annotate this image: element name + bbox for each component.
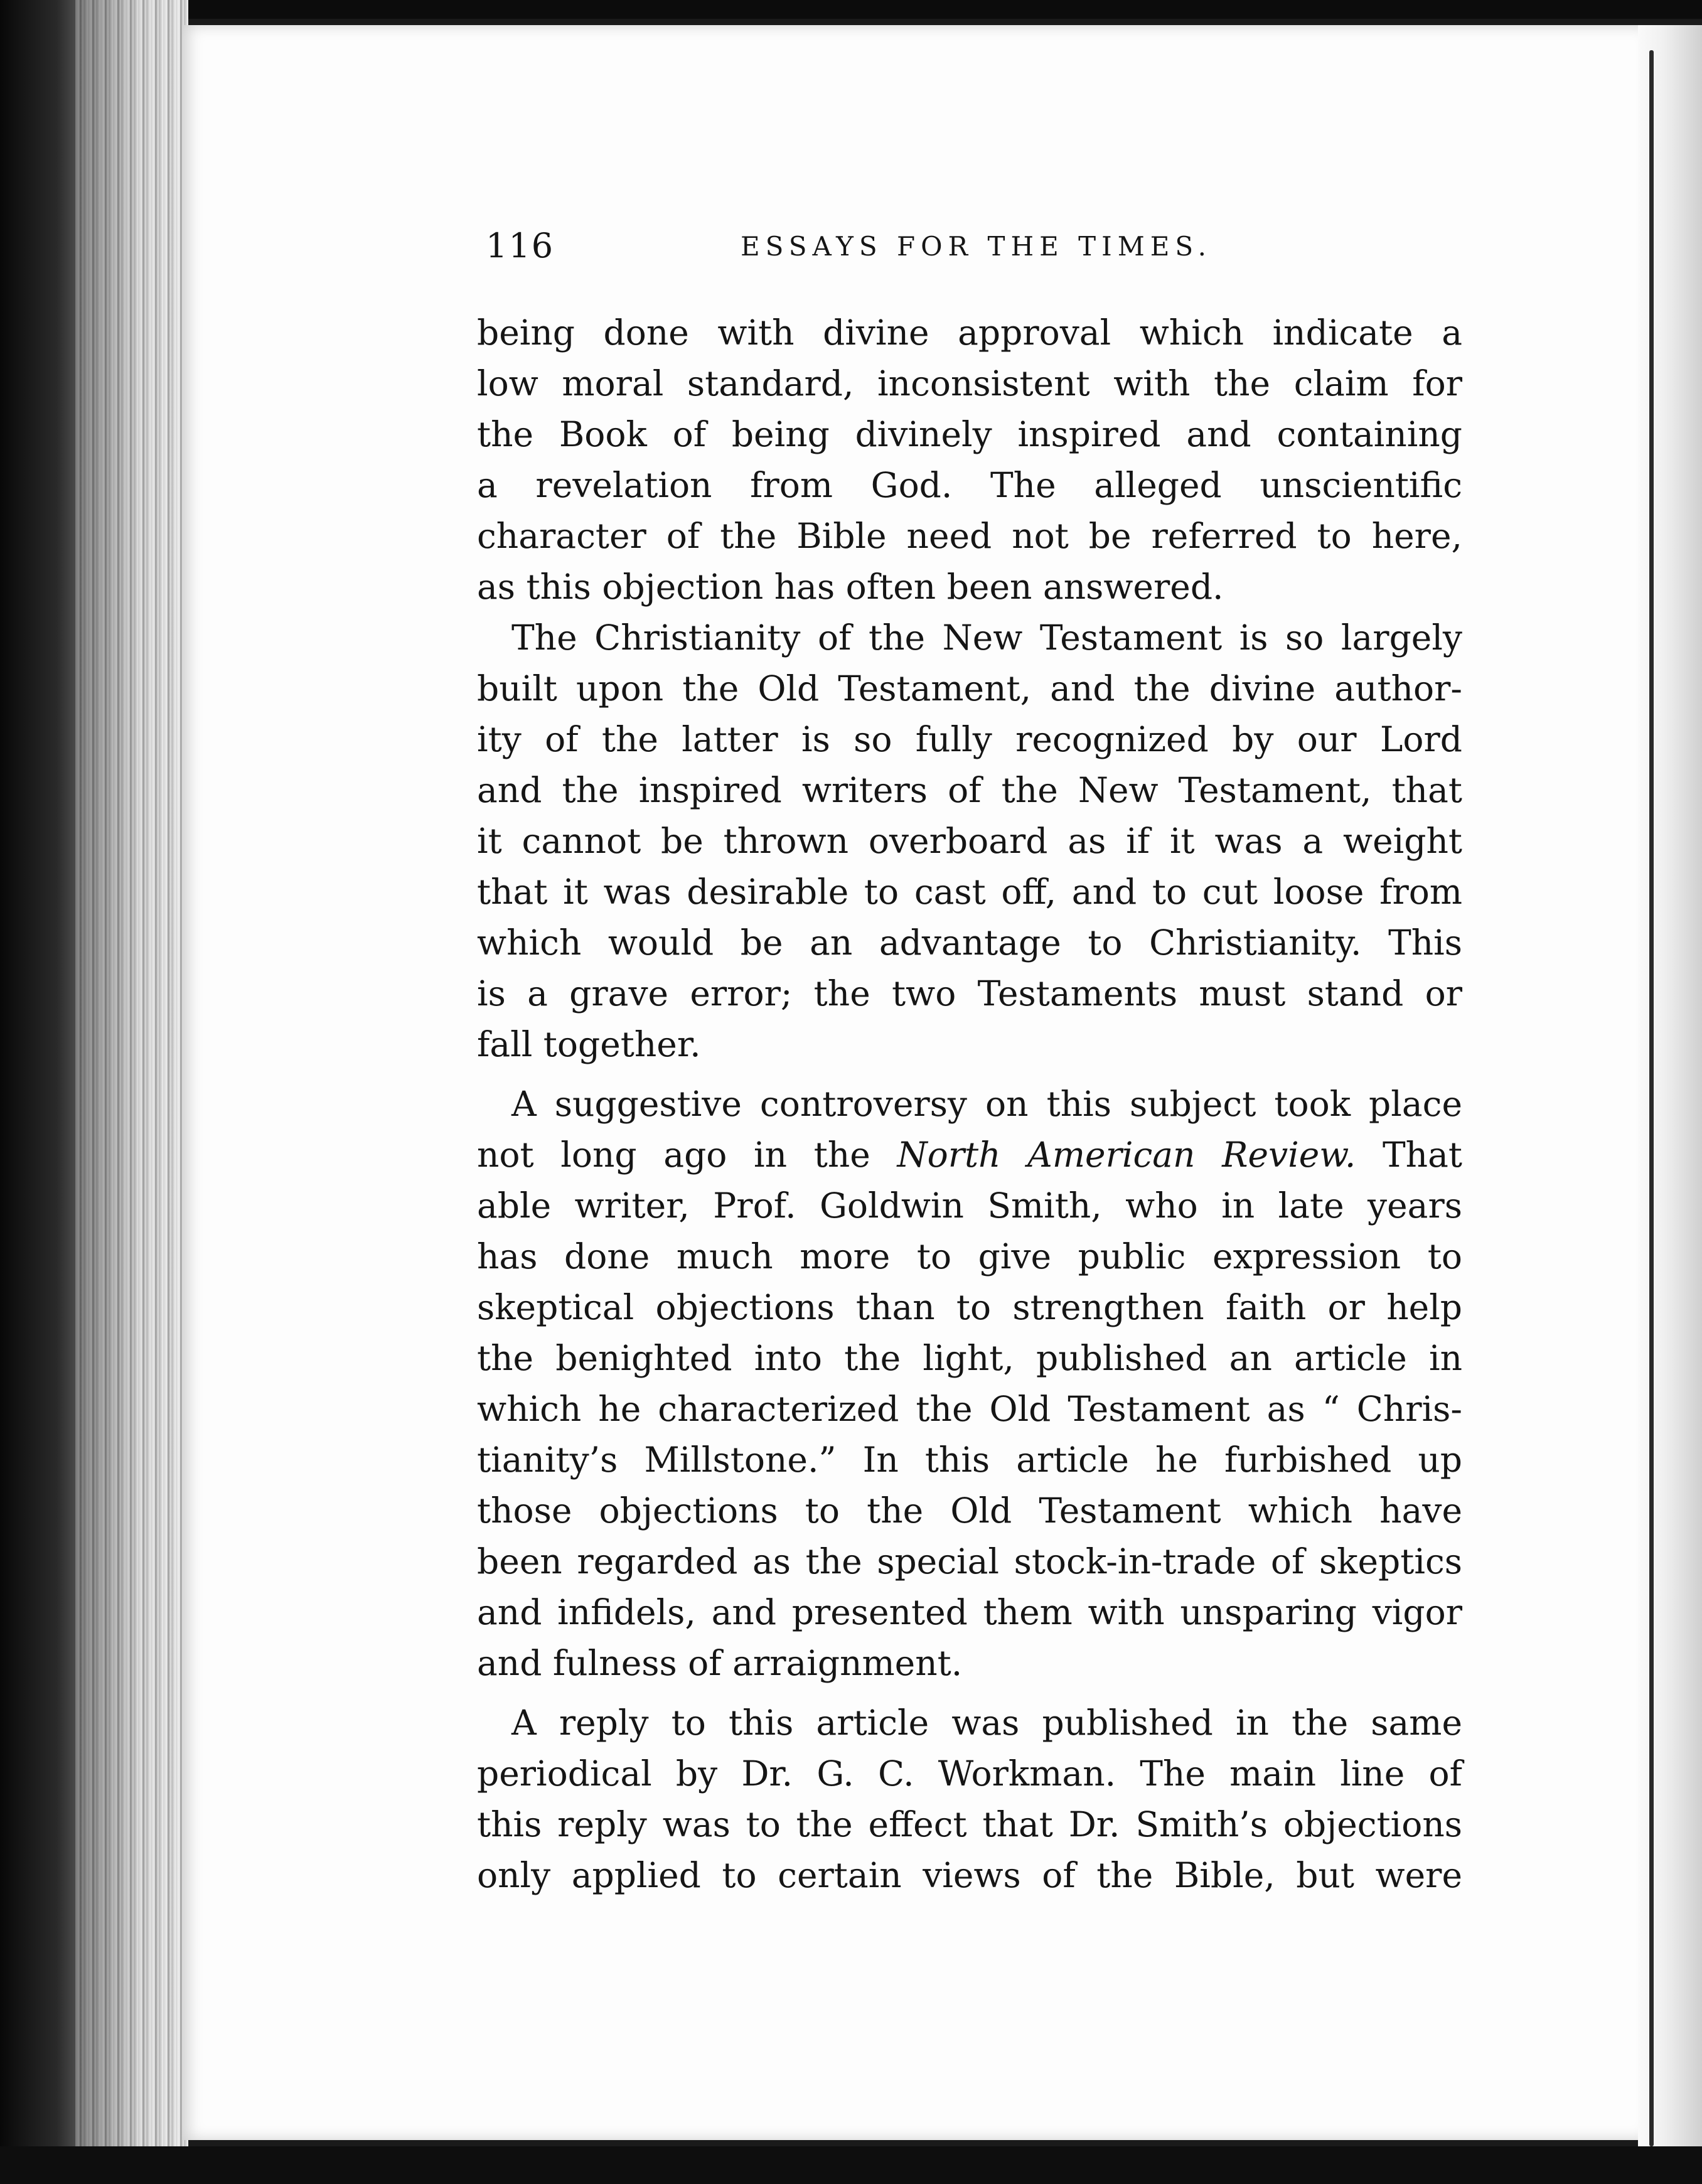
text-line: the Book of being divinely inspired and containing (477, 414, 1462, 454)
text-line: only applied to certain views of the Bible, but were (477, 1855, 1462, 1895)
running-head (477, 226, 1462, 264)
italic-title: North American Review. (897, 1135, 1356, 1175)
text-line: able writer, Prof. Goldwin Smith, who in late years (477, 1186, 1462, 1226)
text-line: The Christianity of the New Testament is so largely (511, 618, 1462, 658)
text-line: is a grave error; the two Testaments must stand or (477, 973, 1462, 1014)
text-run: That (1383, 1135, 1462, 1175)
running-title: ESSAYS FOR THE TIMES. (741, 231, 1212, 262)
scan-top-border (0, 0, 1702, 19)
text-line: and the inspired writers of the New Testament, that (477, 770, 1462, 810)
text-run: not long ago in the (477, 1135, 870, 1175)
text-line: this reply was to the effect that Dr. Smith’s objections (477, 1804, 1462, 1844)
paragraph-1 (477, 308, 1462, 613)
binding-line (1649, 50, 1654, 2146)
text-line: which he characterized the Old Testament as “ Chris- (477, 1389, 1462, 1429)
page-right-edge (1638, 25, 1702, 2146)
text-line: which would be an advantage to Christianity. This (477, 923, 1462, 963)
text-line: it cannot be thrown overboard as if it was a weight (477, 821, 1462, 861)
book-page-edges (75, 0, 188, 2146)
text-line (477, 1130, 1462, 1180)
paragraph-4 (477, 1698, 1462, 1901)
text-line: tianity’s Millstone.” In this article he furbished up (477, 1440, 1462, 1480)
text-line: that it was desirable to cast off, and to cut loose from (477, 872, 1462, 912)
text-line: A reply to this article was published in the same (511, 1703, 1462, 1743)
text-line: been regarded as the special stock-in-trade of skeptics (477, 1541, 1462, 1582)
text-line: skeptical objections than to strengthen faith or help (477, 1287, 1462, 1327)
text-line: has done much more to give public expression to (477, 1236, 1462, 1277)
text-line: those objections to the Old Testament which have (477, 1491, 1462, 1531)
text-line: being done with divine approval which indicate a (477, 313, 1462, 353)
scan-bottom-border (0, 2146, 1702, 2184)
text-line: periodical by Dr. G. C. Workman. The main line of (477, 1753, 1462, 1794)
text-line: low moral standard, inconsistent with the claim for (477, 363, 1462, 404)
text-line: A suggestive controversy on this subject took place (511, 1084, 1462, 1124)
text-line: ity of the latter is so fully recognized by our Lord (477, 719, 1462, 759)
scan-left-border (0, 0, 82, 2146)
text-line: a revelation from God. The alleged unscientific (477, 465, 1462, 505)
text-line: built upon the Old Testament, and the divine author- (477, 668, 1462, 709)
text-line: and infidels, and presented them with unsparing vigor (477, 1592, 1462, 1632)
text-block (477, 226, 1462, 1901)
text-line: character of the Bible need not be referred to here, (477, 516, 1462, 556)
text-line: as this objection has often been answered. (477, 567, 1224, 607)
text-line: and fulness of arraignment. (477, 1643, 963, 1683)
page-edge-shadow (75, 0, 188, 2146)
page-number: 116 (486, 226, 555, 265)
text-line: the benighted into the light, published an article in (477, 1338, 1462, 1378)
paragraph-3 (477, 1079, 1462, 1689)
text-line: fall together. (477, 1024, 701, 1064)
paragraph-2 (477, 613, 1462, 1070)
